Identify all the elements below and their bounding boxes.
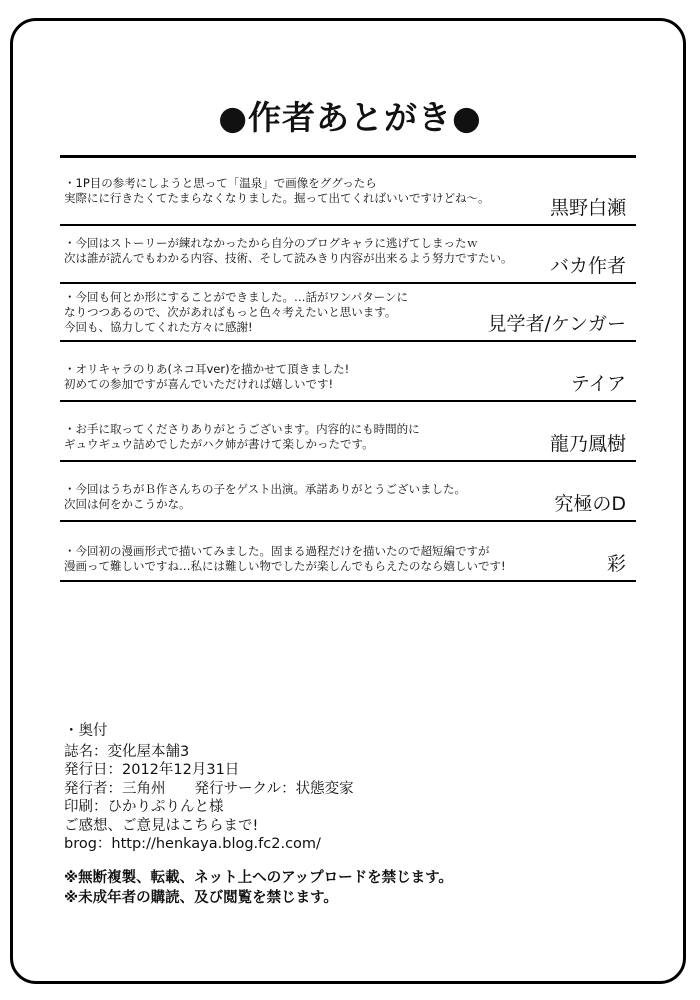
message-line: 漫画って難しいですね…私には難しい物でしたが楽しんでもらえたのなら嬉しいです!	[64, 559, 506, 573]
colophon-heading: ・奥付	[64, 723, 108, 739]
message-line: ・1P目の参考にしようと思って「温泉」で画像をググったら	[64, 176, 377, 190]
message-line: 初めての参加ですが喜んでいただければ嬉しいです!	[64, 377, 334, 391]
message-line: 次回は何をかこうかな。	[64, 497, 191, 511]
colophon	[64, 722, 354, 854]
entry-author: 究極のD	[554, 493, 626, 515]
entry-author: 龍乃鳳樹	[549, 433, 626, 455]
entry-author: テイア	[570, 373, 626, 395]
message-line: ・今回初の漫画形式で描いてみました。固まる過程だけを描いたので超短編ですが	[64, 544, 490, 558]
afterword-entry	[60, 176, 636, 226]
entry-message	[64, 362, 349, 392]
colophon-line: 発行日：2012年12月31日	[64, 762, 240, 778]
colophon-line: brog：http://henkaya.blog.fc2.com/	[64, 836, 321, 852]
notice-line: ※無断複製、転載、ネット上へのアップロードを禁じます。	[64, 870, 453, 886]
entry-message	[64, 422, 420, 452]
message-line: ・今回はストーリーが練れなかったから自分のブログキャラに逃げてしまったｗ	[64, 236, 478, 250]
message-line: 次は誰が読んでもわかる内容、技術、そして読みきり内容が出来るよう努力ですたい。	[64, 251, 513, 265]
colophon-line: 誌名：変化屋本舗3	[64, 743, 190, 760]
legal-notices	[64, 868, 453, 908]
entry-author: 彩	[606, 553, 626, 575]
afterword-entry	[60, 362, 636, 402]
message-line: なりつつあるので、次があればもっと色々考えたいと思います。	[64, 305, 397, 319]
message-line: ・今回も何とか形にすることができました。…話がワンパターンに	[64, 290, 408, 304]
afterword-entry	[60, 422, 636, 462]
entry-message	[64, 544, 506, 574]
message-line: ・今回はうちがＢ作さんちの子をゲスト出演。承諾ありがとうございました。	[64, 482, 467, 496]
message-line: ・オリキャラのりあ(ネコ耳ver)を描かせて頂きました!	[64, 362, 350, 376]
entry-message	[64, 236, 513, 266]
colophon-line: ご感想、ご意見はこちらまで!	[64, 817, 259, 834]
message-line: ギュウギュウ詰めでしたがハク姉が書けて楽しかったです。	[64, 437, 374, 451]
entry-message	[64, 176, 490, 206]
afterword-entry	[60, 290, 636, 342]
entry-author: バカ作者	[549, 255, 626, 277]
title-divider	[60, 155, 636, 158]
afterword-entry	[60, 236, 636, 284]
message-line: 今回も、協力してくれた方々に感謝!	[64, 320, 253, 334]
message-line: ・お手に取ってくださりありがとうございます。内容的にも時間的に	[64, 422, 420, 436]
afterword-entry	[60, 544, 636, 582]
entry-author: 黒野白瀬	[549, 197, 626, 219]
entry-message	[64, 290, 408, 335]
colophon-line: 印刷：ひかりぷりんと様	[64, 799, 224, 815]
afterword-entry	[60, 482, 636, 522]
page-title: ●作者あとがき●	[218, 98, 482, 137]
colophon-line: 発行者：三角州 発行サークル：状態変家	[64, 780, 354, 797]
entry-message	[64, 482, 466, 512]
notice-line: ※未成年者の購読、及び閲覧を禁じます。	[64, 890, 338, 906]
entry-author: 見学者/ケンガー	[487, 313, 626, 335]
message-line: 実際にに行きたくてたまらなくなりました。掘って出てくればいいですけどね〜。	[64, 191, 490, 205]
